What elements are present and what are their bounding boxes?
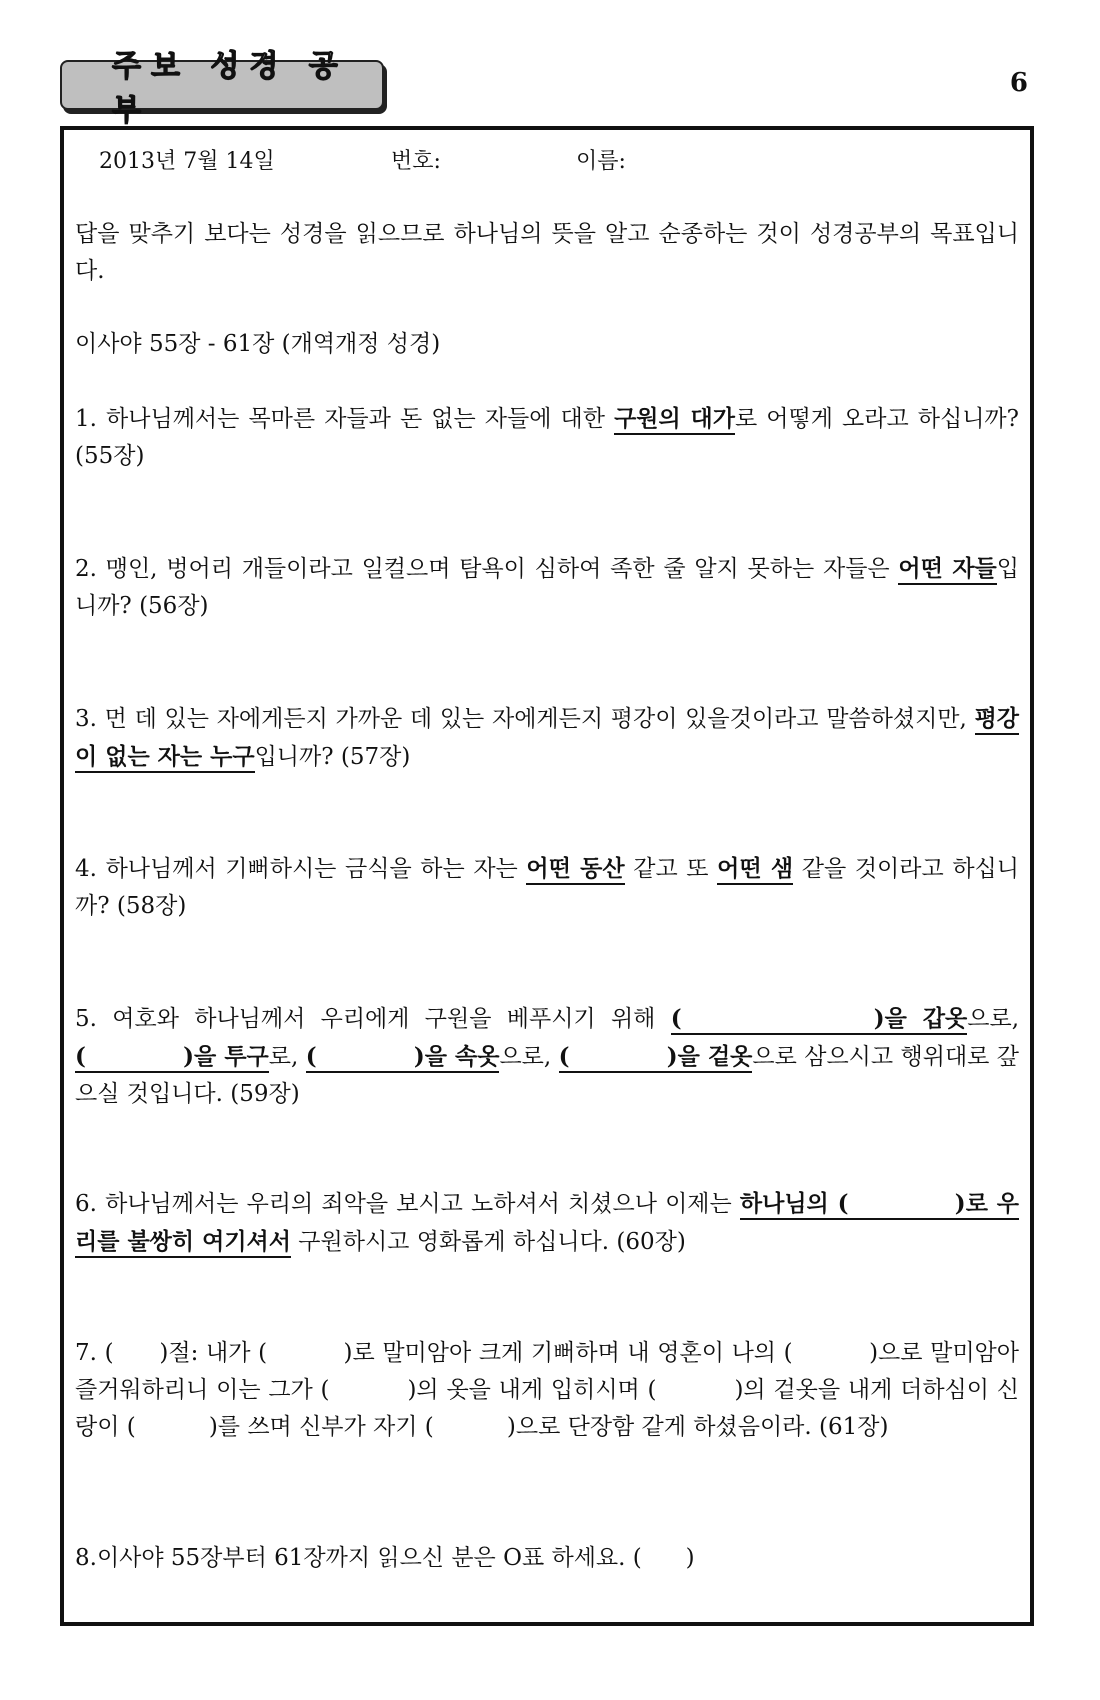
q3-text-a: 3. 먼 데 있는 자에게든지 가까운 데 있는 자에게든지 평강이 있을것이라고 말씀하셨지만, <box>75 706 975 732</box>
intro-text: 답을 맞추기 보다는 성경을 읽으므로 하나님의 뜻을 알고 순종하는 것이 성경공부의 목표입니다. <box>75 221 1019 284</box>
q1-text-a: 1. 하나님께서는 목마른 자들과 돈 없는 자들에 대한 <box>75 406 615 432</box>
meta-row <box>99 144 626 175</box>
q5-text-e: 으로, <box>499 1044 559 1070</box>
q6-blank[interactable]: 하나님의 ( )로 우리를 불쌍히 여기셔서 <box>75 1190 1019 1258</box>
question-6 <box>75 1185 1019 1261</box>
question-1 <box>75 400 1019 475</box>
bible-range: 이사야 55장 - 61장 (개역개정 성경) <box>75 331 441 357</box>
worksheet-box <box>60 126 1034 1626</box>
q6-text-a: 6. 하나님께서는 우리의 죄악을 보시고 노하셔서 치셨으나 이제는 <box>75 1191 740 1217</box>
q4-text-c: 같고 또 <box>624 856 718 882</box>
question-4 <box>75 850 1019 925</box>
q3-keyword: 평강이 없는 자는 누구 <box>75 705 1019 773</box>
q5-blank-armor[interactable]: ( )을 갑옷 <box>671 1005 968 1035</box>
page-number: 6 <box>1009 68 1028 98</box>
q1-text-c: 로 어떻게 오라고 하십니까? (55장) <box>75 406 1019 469</box>
question-8[interactable]: 8.이사야 55장부터 61장까지 읽으신 분은 O표 하세요. ( ) <box>75 1545 695 1571</box>
q6-text-c: 구원하시고 영화롭게 하십니다. (60장) <box>290 1229 686 1255</box>
q5-text-d: 로, <box>268 1044 306 1070</box>
question-7[interactable]: 7. ( )절: 내가 ( )로 말미암아 크게 기뻐하며 내 영혼이 나의 ( )으로 말미암아 즐거워하리니 이는 그가 ( )의 옷을 내게 입히시며 ( )의 겉옷을 내게 더하심이 신랑이 ( )를 쓰며 신부가 자기 ( )으로 단장함 같게 하셨음이라. (61장) <box>75 1340 1027 1440</box>
q5-text-f: 으로 삼으시고 행위대로 갚으실 것입니다. (59장) <box>75 1044 1020 1107</box>
q4-keyword-1: 어떤 동산 <box>526 855 624 885</box>
q5-blank-helmet[interactable]: ( )을 투구 <box>75 1043 269 1073</box>
q2-keyword: 어떤 자들 <box>898 555 996 585</box>
q4-text-a: 4. 하나님께서 기뻐하시는 금식을 하는 자는 <box>75 856 527 882</box>
q3-text-c: 입니까? (57장) <box>254 744 411 770</box>
question-5 <box>75 1000 1019 1113</box>
header-title-tab <box>60 49 384 128</box>
q5-blank-outer-garment[interactable]: ( )을 겉옷 <box>559 1043 753 1073</box>
question-3 <box>75 700 1019 776</box>
number-label: 번호: <box>391 149 441 174</box>
date-text: 2013년 7월 14일 <box>99 149 275 174</box>
question-2 <box>75 550 1019 625</box>
q5-text-a: 5. 여호와 하나님께서 우리에게 구원을 베푸시기 위해 <box>75 1006 671 1032</box>
q2-text-a: 2. 맹인, 벙어리 개들이라고 일컬으며 탐욕이 심하여 족한 줄 알지 못하는 자들은 <box>75 556 899 582</box>
q4-keyword-2: 어떤 샘 <box>717 855 793 885</box>
q5-blank-undergarment[interactable]: ( )을 속옷 <box>306 1043 500 1073</box>
q1-keyword: 구원의 대가 <box>614 405 735 435</box>
q2-text-c: 입니까? (56장) <box>75 556 1019 619</box>
header-title: 주보 성경 공부 <box>112 49 348 128</box>
q4-text-e: 같을 것이라고 하십니까? (58장) <box>75 856 1019 919</box>
q5-text-c: 으로, <box>967 1006 1020 1032</box>
name-label: 이름: <box>576 149 626 174</box>
